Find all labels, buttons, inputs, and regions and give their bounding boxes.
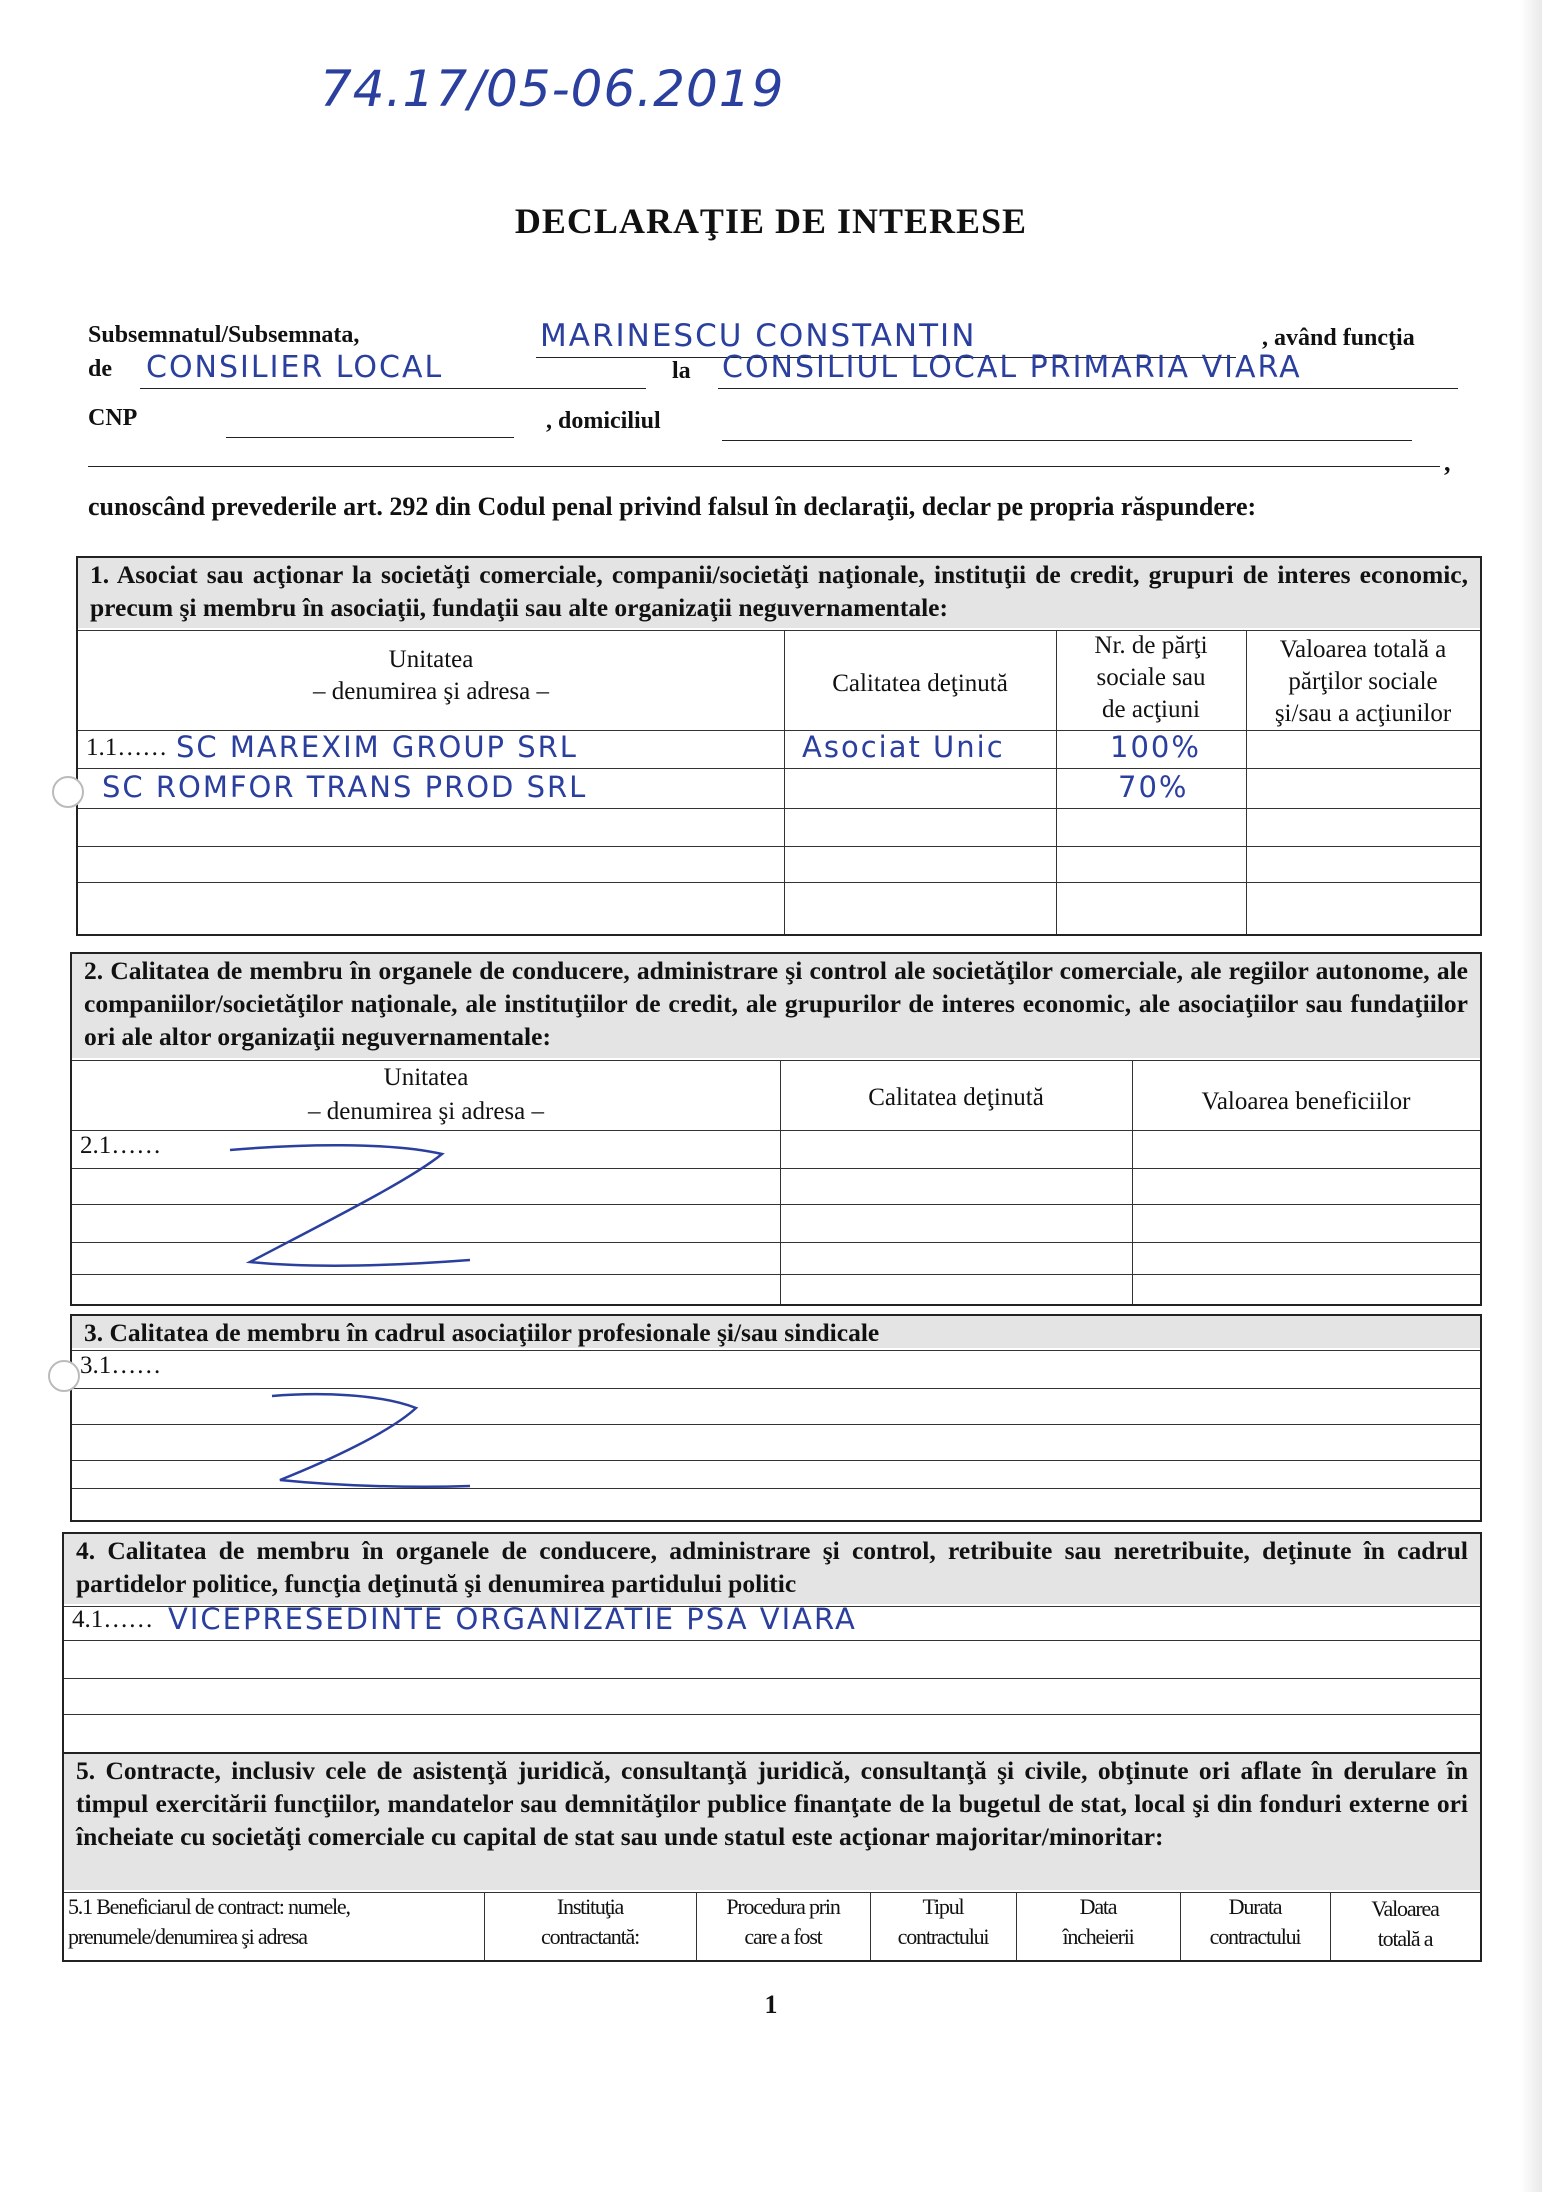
section-1-row-label: 1.1…… bbox=[86, 734, 168, 761]
section-5-col-value-line1: Valoarea bbox=[1371, 1896, 1439, 1921]
section-1-row-line bbox=[78, 846, 1480, 847]
section-1-col-role: Calitatea deţinută bbox=[832, 670, 1008, 697]
domiciliul-label: , domiciliul bbox=[546, 408, 661, 434]
institution-underline bbox=[718, 388, 1458, 389]
section-2-col-role: Calitatea deţinută bbox=[868, 1084, 1044, 1111]
de-label: de bbox=[88, 356, 112, 382]
section-1-col-value-line3: şi/sau a acţiunilor bbox=[1274, 700, 1452, 727]
address-underline bbox=[88, 466, 1440, 467]
handwritten-s1-row2-shares: 70% bbox=[1118, 770, 1189, 804]
handwritten-s1-row1-shares: 100% bbox=[1110, 730, 1201, 764]
strike-z-mark bbox=[220, 1140, 480, 1280]
section-3-row-label: 3.1…… bbox=[80, 1352, 162, 1379]
section-1-col-unit-line1: Unitatea bbox=[388, 646, 474, 673]
punch-hole bbox=[52, 776, 84, 808]
section-4-row-line bbox=[64, 1640, 1480, 1641]
function-underline bbox=[140, 388, 646, 389]
la-label: la bbox=[672, 358, 691, 384]
handwritten-name: MARINESCU CONSTANTIN bbox=[540, 318, 977, 354]
subsemnatul-label: Subsemnatul/Subsemnata, bbox=[88, 322, 360, 348]
section-3-header-line bbox=[72, 1350, 1480, 1351]
section-3-heading: 3. Calitatea de membru în cadrul asociaţiilor profesionale şi/sau sindicale bbox=[72, 1316, 1480, 1348]
section-5-col-date-line2: încheierii bbox=[1062, 1924, 1134, 1949]
section-2-col-unit-line2: – denumirea şi adresa – bbox=[307, 1098, 545, 1125]
section-1-col-value-line1: Valoarea totală a bbox=[1279, 636, 1447, 663]
handwritten-s4-row1: VICEPRESEDINTE ORGANIZATIE PSA VIARA bbox=[168, 1602, 857, 1636]
section-4-row-line bbox=[64, 1714, 1480, 1715]
section-2-col-value: Valoarea beneficiilor bbox=[1201, 1088, 1411, 1115]
section-1-col-value-line2: părţilor sociale bbox=[1288, 668, 1438, 695]
handwritten-registration-number: 74.17/05-06.2019 bbox=[320, 60, 785, 118]
section-5-table bbox=[62, 1752, 1482, 1962]
section-5-col-procedure-line2: care a fost bbox=[744, 1924, 822, 1949]
section-5-col-beneficiary-line2: prenumele/denumirea şi adresa bbox=[68, 1924, 307, 1949]
handwritten-s1-row1-role: Asociat Unic bbox=[802, 730, 1005, 764]
handwritten-s1-row1-unit: SC MAREXIM GROUP SRL bbox=[176, 730, 578, 764]
section-5-col-institution-line2: contractantă: bbox=[541, 1924, 639, 1949]
section-1-row-line bbox=[78, 768, 1480, 769]
section-2-heading: 2. Calitatea de membru în organele de conducere, administrare şi control ale societăţilor comerciale, ale regiilor autonome, ale companiilor/societăţilor naţionale, ale instituţiilor de credit, ale grupurilor de interes economic, ale asociaţiilor sau fundaţiilor ori ale altor organizaţii neguvernamentale: bbox=[72, 954, 1480, 1058]
section-4-row-label: 4.1…… bbox=[72, 1606, 154, 1633]
section-5-col-type-line1: Tipul bbox=[922, 1894, 964, 1919]
section-5-col-value-line2: totală a bbox=[1377, 1926, 1433, 1951]
section-4-row-line bbox=[64, 1678, 1480, 1679]
handwritten-institution: CONSILIUL LOCAL PRIMARIA VIARA bbox=[722, 350, 1302, 385]
cnp-label: CNP bbox=[88, 405, 138, 431]
section-1-table bbox=[76, 556, 1482, 936]
document-title: DECLARAŢIE DE INTERESE bbox=[514, 201, 1028, 241]
section-5-col-procedure-line1: Procedura prin bbox=[726, 1894, 840, 1919]
trailing-comma: , bbox=[1444, 448, 1451, 477]
section-1-header-line bbox=[78, 630, 1480, 631]
section-1-row-line bbox=[78, 882, 1480, 883]
section-4-table bbox=[62, 1532, 1482, 1754]
section-5-heading: 5. Contracte, inclusiv cele de asistenţă juridică, consultanţă juridică, consultanţă şi civile, obţinute ori aflate în derulare în timpul exercitării funcţiilor, mandatelor sau demnităţilor publice finanţate de la bugetul de stat, local şi din fonduri externe ori încheiate cu societăţi comerciale cu capital de stat sau unde statul este acţionar majoritar/minoritar: bbox=[64, 1754, 1480, 1890]
section-1-heading: 1. Asociat sau acţionar la societăţi comerciale, companii/societăţi naţionale, instituţii de credit, grupuri de interes economic, precum şi membru în asociaţii, fundaţii sau alte organizaţii neguvernamentale: bbox=[78, 558, 1480, 628]
section-5-col-beneficiary-line1: 5.1 Beneficiarul de contract: numele, bbox=[68, 1894, 350, 1919]
handwritten-function: CONSILIER LOCAL bbox=[146, 350, 444, 385]
section-1-col-unit-line2: – denumirea şi adresa – bbox=[312, 678, 550, 705]
section-1-row-line bbox=[78, 808, 1480, 809]
section-5-col-duration-line2: contractului bbox=[1209, 1924, 1301, 1949]
section-5-col-duration-line1: Durata bbox=[1228, 1894, 1282, 1919]
page-number: 1 bbox=[764, 1990, 778, 2019]
section-4-heading: 4. Calitatea de membru în organele de conducere, administrare şi control, retribuite sau neretribuite, deţinute în cadrul partidelor politice, funcţia deţinută şi denumirea partidului politic bbox=[64, 1534, 1480, 1604]
section-1-col-shares-line2: sociale sau bbox=[1096, 664, 1206, 691]
section-2-row-label: 2.1…… bbox=[80, 1132, 162, 1159]
domiciliul-underline bbox=[722, 440, 1412, 441]
page-edge-shadow bbox=[1520, 0, 1542, 2192]
section-2-col-unit-line1: Unitatea bbox=[383, 1064, 469, 1091]
cnp-underline bbox=[226, 437, 514, 438]
section-1-col-shares-line3: de acţiuni bbox=[1102, 696, 1200, 723]
declaration-statement: cunoscând prevederile art. 292 din Codul penal privind falsul în declaraţii, declar pe propria răspundere: bbox=[88, 492, 1257, 521]
punch-hole bbox=[48, 1360, 80, 1392]
handwritten-s1-row2-unit: SC ROMFOR TRANS PROD SRL bbox=[102, 770, 588, 804]
section-5-col-institution-line1: Instituţia bbox=[556, 1894, 624, 1919]
section-2-header-line bbox=[72, 1060, 1480, 1061]
strike-z-mark bbox=[260, 1388, 480, 1498]
avand-functia-label: , având funcţia bbox=[1262, 325, 1415, 351]
section-1-col-shares-line1: Nr. de părţi bbox=[1094, 632, 1208, 659]
section-2-row-line bbox=[72, 1130, 1480, 1131]
section-5-col-date-line1: Data bbox=[1079, 1894, 1117, 1919]
section-5-col-type-line2: contractului bbox=[897, 1924, 989, 1949]
